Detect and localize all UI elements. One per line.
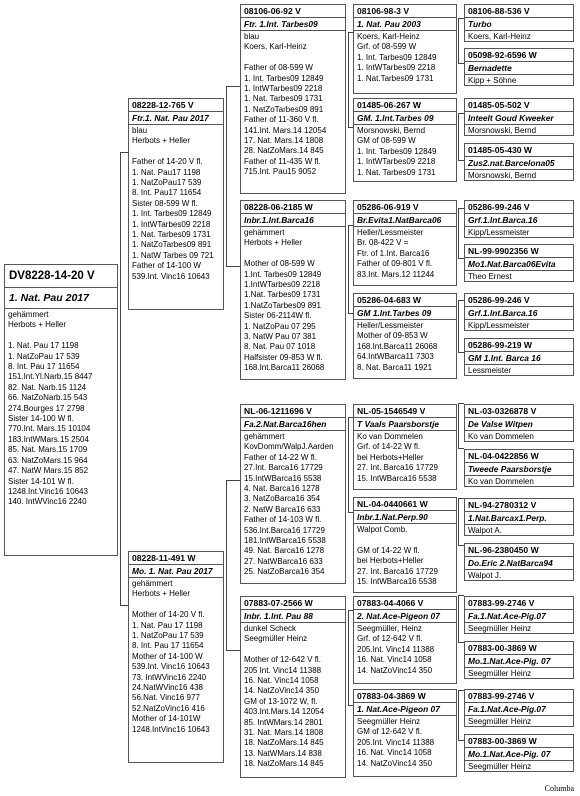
info-line: dunkel Scheck bbox=[244, 624, 297, 633]
info-line: Br. 08-422 V = bbox=[357, 238, 409, 248]
info-line: Seegmüller Heinz bbox=[468, 669, 532, 678]
pigeon-info bbox=[465, 622, 573, 634]
pigeon-info bbox=[354, 622, 456, 677]
info-line: 151.Int.Yl.Narb.15 8447 bbox=[8, 372, 93, 382]
info-line bbox=[132, 600, 220, 610]
info-line: 82. Nat. Narb.15 1124 bbox=[8, 382, 87, 392]
info-line: 8. Int. Pau17 11654 bbox=[132, 188, 202, 198]
info-line: Seegmüller Heinz bbox=[357, 717, 421, 726]
ring-number: 05286-99-246 V bbox=[468, 202, 530, 212]
info-line bbox=[244, 53, 342, 63]
ring-number: 01485-05-502 V bbox=[468, 100, 530, 110]
info-line: 17. Nat. Mars.14 1808 bbox=[244, 136, 324, 146]
info-line: 205.Int. Vinc14 11388 bbox=[357, 737, 435, 747]
info-line: 1. Int. Tarbes09 12849 bbox=[132, 209, 212, 219]
info-line: Kipp/Lessmeister bbox=[468, 228, 530, 237]
info-line: 1. Nat. Tarbes09 1731 bbox=[357, 167, 436, 177]
info-line: blau bbox=[132, 126, 148, 135]
info-line: 1. IntWTarbes09 2218 bbox=[132, 219, 211, 229]
pigeon-info bbox=[241, 30, 345, 179]
ring-number: 08106-98-3 V bbox=[357, 6, 410, 16]
ring-number: DV8228-14-20 V bbox=[9, 270, 95, 282]
info-line: Herbots + Heller bbox=[132, 589, 191, 599]
ring-number: 05286-99-246 V bbox=[468, 295, 530, 305]
pigeon-name: Inbr. 1.Int. Pau 88 bbox=[241, 609, 345, 622]
info-line: 715.Int. Pau15 9052 bbox=[244, 167, 317, 177]
info-line: bei Herbots+Heller bbox=[357, 556, 424, 566]
info-line: 1248.Int.Vinc16 10643 bbox=[8, 486, 88, 496]
info-line: 1. Nat. Pau 17 1198 bbox=[132, 620, 203, 630]
pigeon-name: GM 1.Int.Tarbes 09 bbox=[354, 306, 456, 319]
pigeon-info bbox=[465, 667, 573, 679]
pedigree-box-gen4-16 bbox=[464, 734, 574, 772]
info-line bbox=[244, 249, 342, 259]
info-line: Father of 09-801 V fl. bbox=[357, 259, 433, 269]
pigeon-info bbox=[465, 569, 573, 581]
info-line bbox=[132, 147, 220, 157]
info-line: 1. Int. Tarbes09 12849 bbox=[357, 52, 437, 62]
info-line: 27. NatWBarca16 633 bbox=[244, 556, 323, 566]
pigeon-info bbox=[465, 270, 573, 282]
info-line: Seegmüller Heinz bbox=[468, 624, 532, 633]
info-line: 1. Nat. Pau 17 1198 bbox=[8, 341, 79, 351]
pigeon-info bbox=[354, 30, 456, 85]
info-line: 8. Nat. Barca11 1921 bbox=[357, 362, 433, 372]
pedigree-box-subject bbox=[4, 264, 118, 556]
info-line: 539.Int. Vinc16 10643 bbox=[132, 662, 210, 672]
info-line: 27. Int. Barca16 17729 bbox=[357, 566, 438, 576]
info-line: 1. IntWTarbes09 2218 bbox=[357, 157, 436, 167]
pigeon-info bbox=[465, 74, 573, 86]
info-line: Koers, Karl-Heinz bbox=[468, 32, 531, 41]
info-line: 1. Int. Tarbes09 12849 bbox=[357, 146, 437, 156]
info-line: Mother of 09-853 W bbox=[357, 331, 428, 341]
pigeon-info bbox=[465, 364, 573, 376]
info-line: 73. IntWVinc16 2240 bbox=[132, 672, 207, 682]
ring-number: NL-04-0440661 W bbox=[357, 499, 428, 509]
pedigree-box-gen4-4 bbox=[464, 143, 574, 181]
pedigree-box-gen3-3 bbox=[353, 200, 457, 286]
info-line bbox=[8, 331, 114, 341]
info-line: Herbots + Heller bbox=[132, 136, 191, 146]
info-line: 27. Int. Barca16 17729 bbox=[357, 463, 438, 473]
info-line: 1. NatW Tarbes 09 721 bbox=[132, 250, 214, 260]
info-line: Ko van Dommelen bbox=[357, 432, 423, 441]
pedigree-box-gen4-3 bbox=[464, 98, 574, 136]
info-line bbox=[357, 535, 453, 545]
pedigree-box-gen4-13 bbox=[464, 596, 574, 634]
info-line: 140. IntWVinc16 2240 bbox=[8, 497, 87, 507]
pigeon-info bbox=[465, 524, 573, 536]
info-line: 205.Int. Vinc14 11388 bbox=[357, 644, 435, 654]
info-line: Heller/Lessmeister bbox=[357, 228, 424, 237]
info-line: 18. NatZoMars.14 845 bbox=[244, 759, 324, 769]
info-line: KovDomm/WalpJ.Aarden bbox=[244, 442, 334, 452]
pigeon-info bbox=[241, 226, 345, 375]
ring-number: 08106-06-92 V bbox=[244, 6, 301, 16]
ring-number: NL-06-1211696 V bbox=[244, 406, 312, 416]
pedigree-box-gen4-14 bbox=[464, 641, 574, 679]
info-line: 1.Int. Tarbes09 12849 bbox=[244, 269, 322, 279]
info-line: Morsnowski, Bernd bbox=[468, 171, 537, 180]
ring-number: 07883-99-2746 V bbox=[468, 691, 535, 701]
ring-number: NL-05-1546549 V bbox=[357, 406, 426, 416]
pigeon-name: Grf.1.Int.Barca.16 bbox=[465, 213, 573, 226]
info-line: Kipp/Lessmeister bbox=[468, 321, 530, 330]
pigeon-name: 1. Nat.Ace-Pigeon 07 bbox=[354, 702, 456, 715]
info-line: 4. Nat. Barca16 1278 bbox=[244, 484, 320, 494]
info-line: 1. NatZoPau 17 539 bbox=[132, 631, 204, 641]
info-line: 770.Int. Mars.15 10104 bbox=[8, 424, 91, 434]
info-line: 14. NatZoVinc14 350 bbox=[357, 758, 433, 768]
info-line: 28. NatZoMars.14 845 bbox=[244, 146, 324, 156]
info-line: 2. NatW Barca16 633 bbox=[244, 504, 321, 514]
info-line: Father of 11-360 V fl. bbox=[244, 115, 319, 125]
info-line: Seegmüller, Heinz bbox=[357, 624, 422, 633]
info-line: Seegmüller Heinz bbox=[468, 717, 532, 726]
pigeon-name: GM. 1.Int.Tarbes 09 bbox=[354, 111, 456, 124]
ring-number: 07883-07-2566 W bbox=[244, 598, 313, 608]
pedigree-box-gen4-9 bbox=[464, 404, 574, 442]
pedigree-box-dam bbox=[128, 551, 224, 763]
pedigree-box-gen3-4 bbox=[353, 293, 457, 379]
ring-number: 08228-12-765 V bbox=[132, 100, 194, 110]
info-line: 52.NatZoVinc16 416 bbox=[132, 703, 205, 713]
pedigree-box-gen4-8 bbox=[464, 338, 574, 376]
ring-number: 08106-88-536 V bbox=[468, 6, 530, 16]
info-line: Seegmüller Heinz bbox=[468, 762, 532, 771]
info-line: 181.IntWBarca16 5538 bbox=[244, 536, 326, 546]
info-line: Walpot J. bbox=[468, 571, 502, 580]
info-line: blau bbox=[244, 32, 260, 41]
pedigree-box-gen4-11 bbox=[464, 498, 574, 536]
pigeon-info bbox=[465, 319, 573, 331]
pedigree-box-gen3-1 bbox=[353, 4, 457, 94]
info-line: Sister 14-101 W fl. bbox=[8, 476, 74, 486]
info-line: Grf. of 14-22 W fl. bbox=[357, 442, 421, 452]
pedigree-box-gen4-6 bbox=[464, 244, 574, 282]
info-line: 1. Nat. Pau17 1198 bbox=[132, 167, 201, 177]
info-line: 1. IntWTarbes09 2218 bbox=[244, 84, 323, 94]
ring-number: NL-99-9902356 W bbox=[468, 246, 539, 256]
info-line: 141.Int. Mars.14 12054 bbox=[244, 125, 327, 135]
info-line: 403.Int.Mars.14 12054 bbox=[244, 707, 325, 717]
info-line: 85. Nat. Mars.15 1709 bbox=[8, 445, 88, 455]
info-line: Koers, Karl-Heinz bbox=[244, 42, 307, 52]
pigeon-name: Tweede Paarsborstje bbox=[465, 462, 573, 475]
info-line: Heller/Lessmeister bbox=[357, 321, 424, 330]
ring-number: NL-03-0326878 V bbox=[468, 406, 537, 416]
pedigree-box-gen3-6 bbox=[353, 497, 457, 593]
info-line: 168.Int.Barca11 26068 bbox=[357, 341, 438, 351]
ring-number: 05098-92-6596 W bbox=[468, 50, 537, 60]
pigeon-info bbox=[5, 308, 117, 509]
pedigree-box-sire-dam bbox=[240, 200, 346, 380]
pigeon-info bbox=[354, 430, 456, 485]
info-line: Koers, Karl-Heinz bbox=[357, 32, 420, 41]
pigeon-name: Turbo bbox=[465, 17, 573, 30]
ring-number: NL-94-2780312 V bbox=[468, 500, 537, 510]
info-line: 15. IntWBarca16 5538 bbox=[357, 473, 437, 483]
info-line: 1.IntWTarbes09 2218 bbox=[244, 280, 321, 290]
info-line: Lessmeister bbox=[468, 366, 512, 375]
info-line: 1. NatZoPau 07 295 bbox=[244, 321, 316, 331]
info-line: gehämmert bbox=[244, 228, 285, 237]
info-line: 1. NatZoPau17 539 bbox=[132, 178, 202, 188]
pigeon-info bbox=[354, 523, 456, 588]
pedigree-box-gen3-5 bbox=[353, 404, 457, 490]
ring-number: 07883-04-4066 V bbox=[357, 598, 424, 608]
pedigree-box-gen3-7 bbox=[353, 596, 457, 684]
info-line: 1. Int. Tarbes09 12849 bbox=[244, 73, 324, 83]
info-line: Father of 14-22 W fl. bbox=[244, 452, 317, 462]
info-line: Sister 08-599 W fl. bbox=[132, 198, 198, 208]
info-line: Father of 14-100 W bbox=[132, 261, 201, 271]
pigeon-name: Fa.1.Nat.Ace-Pig.07 bbox=[465, 609, 573, 622]
pigeon-name: 2. Nat.Ace-Pigeon 07 bbox=[354, 609, 456, 622]
info-line: Father of 14-103 W fl. bbox=[244, 515, 322, 525]
info-line: 25. NatZoBarca16 354 bbox=[244, 567, 325, 577]
info-line: 274.Bourges 17 2798 bbox=[8, 403, 85, 413]
info-line: Mother of 12-642 V fl. bbox=[244, 655, 321, 665]
pigeon-info bbox=[354, 124, 456, 179]
pedigree-box-gen4-10 bbox=[464, 449, 574, 487]
info-line: 3. NatZoBarca16 354 bbox=[244, 494, 321, 504]
pedigree-box-gen3-2 bbox=[353, 98, 457, 182]
info-line: 16. Nat. Vinc14 1058 bbox=[244, 676, 319, 686]
info-line: 1. NatZoTarbes09 891 bbox=[244, 104, 324, 114]
ring-number: 07883-00-3869 W bbox=[468, 643, 537, 653]
pigeon-info bbox=[465, 124, 573, 136]
info-line: 1. NatZoPau 17 539 bbox=[8, 351, 80, 361]
pedigree-box-gen3-8 bbox=[353, 689, 457, 777]
info-line: Father of 11-435 W fl. bbox=[244, 156, 321, 166]
pedigree-box-gen4-5 bbox=[464, 200, 574, 238]
info-line: 15. IntWBarca16 5538 bbox=[357, 577, 437, 587]
info-line: Father of 08-599 W bbox=[244, 63, 313, 73]
pigeon-info bbox=[241, 430, 345, 579]
ring-number: 07883-04-3869 W bbox=[357, 691, 426, 701]
info-line: gehämmert bbox=[244, 432, 285, 441]
info-line: Theo Ernest bbox=[468, 272, 512, 281]
pigeon-name: T Vaals Paarsborstje bbox=[354, 417, 456, 430]
info-line: Father of 14-20 V fl. bbox=[132, 157, 203, 167]
info-line: 183.IntWMars.15 2504 bbox=[8, 434, 89, 444]
info-line: 536.Int.Barca16 17729 bbox=[244, 525, 325, 535]
info-line: GM of 14-22 W fl. bbox=[357, 545, 420, 555]
info-line: 539.Int. Vinc16 10643 bbox=[132, 271, 210, 281]
info-line: Ko van Dommelen bbox=[468, 477, 534, 486]
ring-number: 05286-99-219 W bbox=[468, 340, 533, 350]
info-line: Mother of 14-100 W bbox=[132, 651, 203, 661]
info-line: Herbots + Heller bbox=[8, 320, 67, 330]
info-line: GM of 08-599 W bbox=[357, 136, 416, 146]
pedigree-box-gen4-7 bbox=[464, 293, 574, 331]
info-line: 64.IntWBarca11 7303 bbox=[357, 352, 434, 362]
info-line: 47. NatW Mars.15 852 bbox=[8, 466, 89, 476]
footer-brand: Columba bbox=[544, 784, 574, 793]
pigeon-name: Inbr.1.Int.Barca16 bbox=[241, 213, 345, 226]
info-line: GM of 12-642 V fl. bbox=[357, 727, 422, 737]
pigeon-name: 1. Nat. Pau 2003 bbox=[354, 17, 456, 30]
info-line: GM of 13-1072 W, fl. bbox=[244, 696, 318, 706]
info-line: 16. Nat. Vinc14 1058 bbox=[357, 655, 432, 665]
info-line: 14. NatZoVinc14 350 bbox=[244, 686, 320, 696]
pigeon-info bbox=[129, 577, 223, 736]
info-line: Sister 14-100 W fl. bbox=[8, 414, 74, 424]
info-line: 63. NatZoMars.15 964 bbox=[8, 455, 88, 465]
pigeon-name: Mo. 1. Nat. Pau 2017 bbox=[129, 564, 223, 577]
pigeon-info bbox=[465, 760, 573, 772]
info-line: Mother of 14-20 V fl. bbox=[132, 610, 205, 620]
pigeon-name: Ftr. 1.Int. Tarbes09 bbox=[241, 17, 345, 30]
info-line: 168.Int.Barca11 26068 bbox=[244, 363, 325, 373]
pigeon-name: Inteelt Goud Kweeker bbox=[465, 111, 573, 124]
pigeon-info bbox=[465, 226, 573, 238]
pedigree-box-dam-dam bbox=[240, 596, 346, 778]
pedigree-box-gen4-15 bbox=[464, 689, 574, 727]
info-line: 1. IntWTarbes09 2218 bbox=[357, 63, 436, 73]
pigeon-name: Grf.1.Int.Barca.16 bbox=[465, 306, 573, 319]
pigeon-name: Do.Eric 2.NatBarca94 bbox=[465, 556, 573, 569]
info-line: Herbots + Heller bbox=[244, 238, 303, 248]
ring-number: 07883-99-2746 V bbox=[468, 598, 535, 608]
ring-number: 08228-06-2185 W bbox=[244, 202, 313, 212]
info-line: Walpot A. bbox=[468, 526, 502, 535]
info-line: 56.Nat. Vinc16 977 bbox=[132, 693, 200, 703]
info-line: 66. NatZoNarb.15 543 bbox=[8, 393, 88, 403]
info-line: Ftr. of 1.Int. Barca16 bbox=[357, 248, 430, 258]
pedigree-box-gen4-12 bbox=[464, 543, 574, 581]
pigeon-name: Ftr.1. Nat. Pau 2017 bbox=[129, 111, 223, 124]
info-line: 83.Int. Mars.12 11244 bbox=[357, 269, 435, 279]
info-line: 13. NatWMars.14 838 bbox=[244, 748, 322, 758]
info-line: 205 Int. Vinc14 11388 bbox=[244, 665, 322, 675]
pigeon-info bbox=[129, 124, 223, 283]
info-line: Seegmüller Heinz bbox=[244, 634, 308, 644]
pigeon-info bbox=[354, 319, 456, 374]
pigeon-name: Mo1.Nat.Barca06Evita bbox=[465, 257, 573, 270]
ring-number: 07883-00-3869 W bbox=[468, 736, 537, 746]
ring-number: 01485-06-267 W bbox=[357, 100, 422, 110]
info-line: gehämmert bbox=[8, 310, 49, 319]
info-line: 8. Nat. Pau 07 1018 bbox=[244, 342, 316, 352]
pigeon-info bbox=[465, 475, 573, 487]
info-line: 1. NatZoTarbes09 891 bbox=[132, 240, 212, 250]
info-line: 1248.IntVinc16 10643 bbox=[132, 724, 210, 734]
pigeon-name: 1.Nat.Barcax1.Perp. bbox=[465, 511, 573, 524]
pigeon-name: Fa.2.Nat.Barca16hen bbox=[241, 417, 345, 430]
info-line: Ko van Dommelen bbox=[468, 432, 534, 441]
info-line: 14. NatZoVinc14 350 bbox=[357, 665, 433, 675]
info-line: 85. IntWMars.14 2801 bbox=[244, 717, 323, 727]
pigeon-info bbox=[354, 226, 456, 281]
pedigree-box-dam-sire bbox=[240, 404, 346, 584]
info-line: Grf. of 08-599 W bbox=[357, 42, 417, 52]
info-line: 24.NatWVinc16 438 bbox=[132, 683, 204, 693]
pigeon-info bbox=[465, 169, 573, 181]
pigeon-name: Br.Evita1.NatBarca06 bbox=[354, 213, 456, 226]
info-line: Sister 06-2114W fl. bbox=[244, 311, 312, 321]
ring-number: 05286-06-919 V bbox=[357, 202, 419, 212]
pigeon-name: Inbr.1.Nat.Perp.90 bbox=[354, 510, 456, 523]
pigeon-name: Mo.1.Nat.Ace-Pig. 07 bbox=[465, 654, 573, 667]
info-line: Morsnowski, Bernd bbox=[357, 126, 426, 135]
pigeon-info bbox=[465, 715, 573, 727]
info-line: 1. Nat. Tarbes09 1731 bbox=[244, 94, 323, 104]
info-line: 1.Nat. Tarbes09 1731 bbox=[244, 290, 321, 300]
info-line: 8. Int. Pau 17 11654 bbox=[132, 641, 204, 651]
info-line: Kipp + Söhne bbox=[468, 76, 517, 85]
pedigree-box-gen4-2 bbox=[464, 48, 574, 86]
info-line: Walpot Comb. bbox=[357, 525, 408, 534]
ring-number: 05286-04-683 W bbox=[357, 295, 422, 305]
info-line: Mother of 08-599 W bbox=[244, 259, 315, 269]
pigeon-info bbox=[465, 430, 573, 442]
info-line: 1. Nat. Tarbes09 1731 bbox=[132, 230, 211, 240]
info-line: Grf. of 12-642 V fl. bbox=[357, 634, 423, 644]
info-line: 15.IntWBarca16 5538 bbox=[244, 473, 322, 483]
info-line: 16. Nat. Vinc14 1058 bbox=[357, 748, 432, 758]
pedigree-box-sire bbox=[128, 98, 224, 310]
info-line: Halfsister 09-853 W fl. bbox=[244, 352, 323, 362]
pigeon-name: Mo.1.Nat.Ace-Pig. 07 bbox=[465, 747, 573, 760]
pigeon-info bbox=[354, 715, 456, 770]
ring-number: NL-04-0422856 W bbox=[468, 451, 539, 461]
info-line: 31. Nat. Mars.14 1808 bbox=[244, 728, 324, 738]
info-line: 18. NatZoMars.14 845 bbox=[244, 738, 324, 748]
pigeon-name: Fa.1.Nat.Ace-Pig.07 bbox=[465, 702, 573, 715]
info-line: Morsnowski, Bernd bbox=[468, 126, 537, 135]
ring-number: NL-96-2380450 W bbox=[468, 545, 539, 555]
info-line: 3. NatW Pau 07 381 bbox=[244, 332, 317, 342]
pigeon-info bbox=[241, 622, 345, 771]
pigeon-info bbox=[465, 30, 573, 42]
ring-number: 08228-11-491 W bbox=[132, 553, 196, 563]
info-line: bei Herbots+Heller bbox=[357, 452, 424, 462]
info-line: Mother of 14-101W bbox=[132, 714, 201, 724]
info-line: 8. Int. Pau 17 11654 bbox=[8, 362, 80, 372]
pedigree-box-sire-sire bbox=[240, 4, 346, 194]
pigeon-name: Bernadette bbox=[465, 61, 573, 74]
info-line bbox=[244, 645, 342, 655]
info-line: 27.Int. Barca16 17729 bbox=[244, 463, 323, 473]
info-line: gehämmert bbox=[132, 579, 173, 588]
pedigree-box-gen4-1 bbox=[464, 4, 574, 42]
info-line: 1.NatZoTarbes09 891 bbox=[244, 300, 321, 310]
pigeon-name: Zus2.nat.Barcelona05 bbox=[465, 156, 573, 169]
pigeon-name: GM 1.Int. Barca 16 bbox=[465, 351, 573, 364]
info-line: 49. Nat. Barca16 1278 bbox=[244, 546, 325, 556]
info-line: 1. Nat.Tarbes09 1731 bbox=[357, 73, 434, 83]
pigeon-name: 1. Nat. Pau 2017 bbox=[5, 287, 117, 308]
ring-number: 01485-05-430 W bbox=[468, 145, 533, 155]
pigeon-name: De Valse Witpen bbox=[465, 417, 573, 430]
